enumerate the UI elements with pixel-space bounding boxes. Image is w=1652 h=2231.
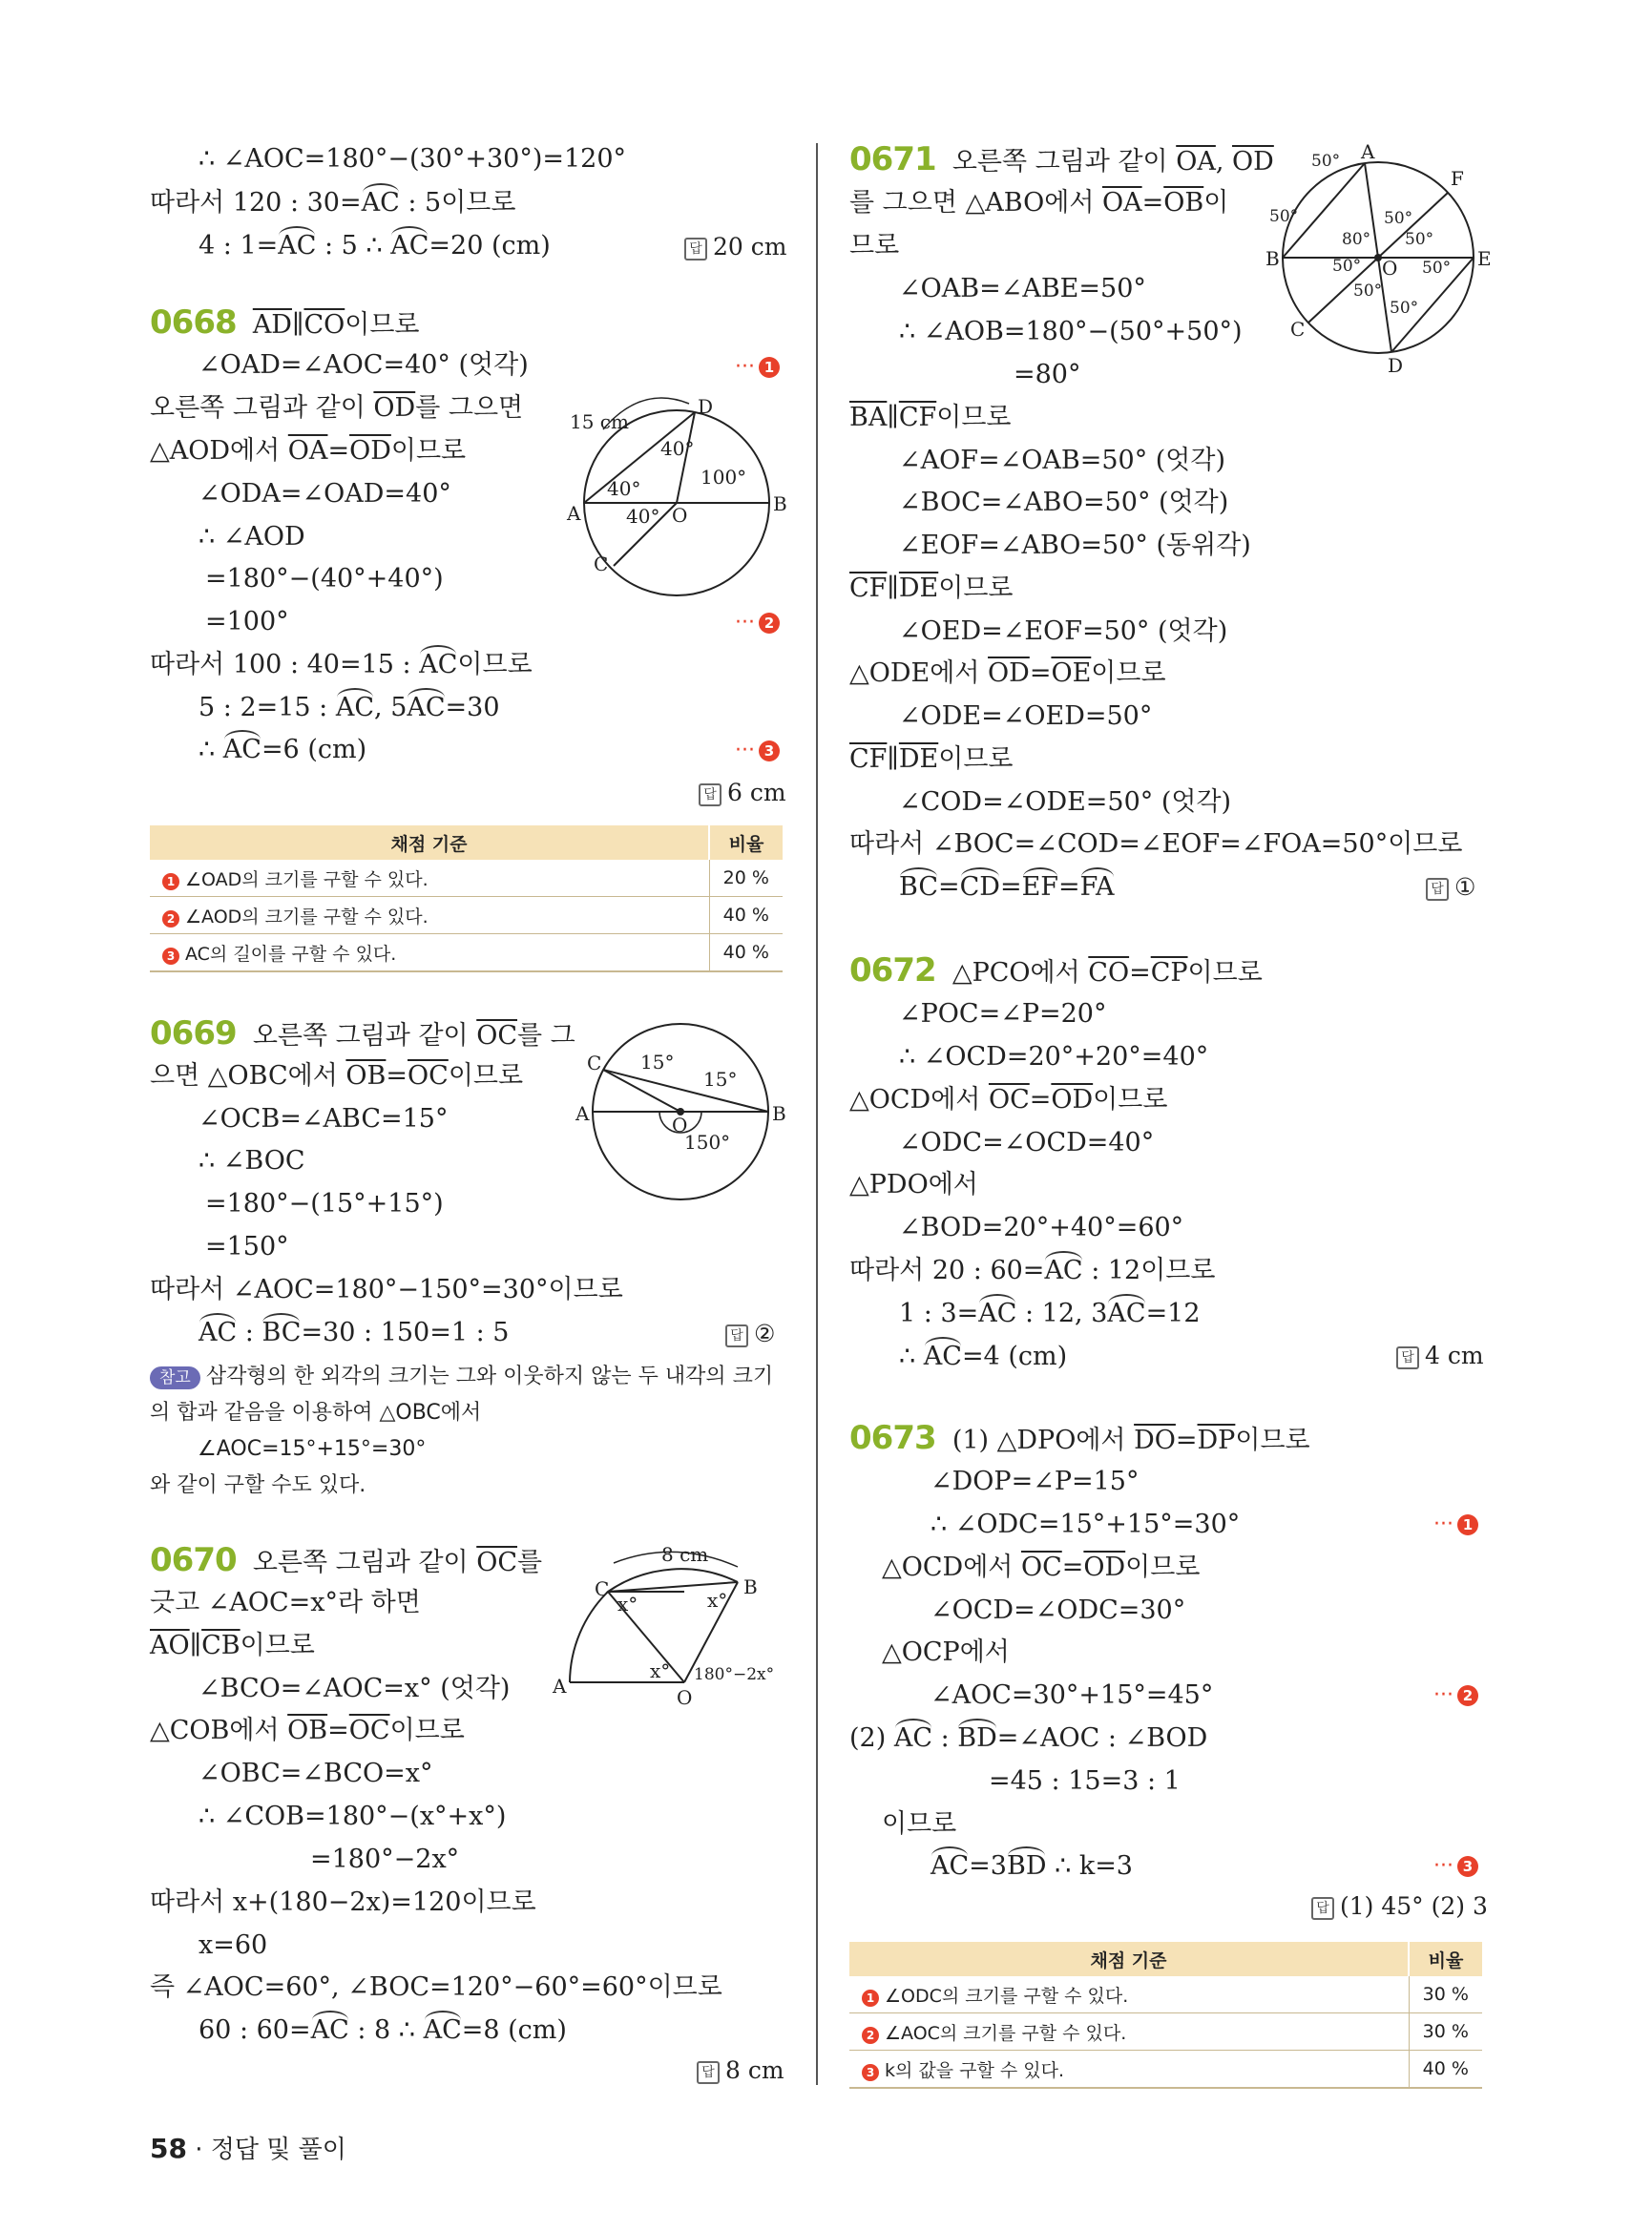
arc-label: BD (1006, 1851, 1047, 1881)
angle-label: x° (707, 1589, 728, 1612)
arc-label: AC (423, 2015, 462, 2045)
arc-label: AC (419, 650, 458, 679)
problem-number: 0670 (150, 1541, 237, 1579)
problem-0671-line-12: ∠OED=∠EOF=50° (엇각) (899, 616, 1228, 646)
problem-0672-line-7: ∠BOD=20°+40°=60° (899, 1213, 1184, 1242)
problem-0668-line-7: =180°−(40°+40°) (205, 564, 444, 594)
answer-icon: 답 (697, 2061, 720, 2084)
angle-label: 50° (1390, 299, 1419, 318)
point-o-label: O (677, 1686, 693, 1709)
angle-label: 50° (1269, 207, 1299, 226)
angle-label: 50° (1353, 281, 1383, 301)
answer-icon: 답 (699, 783, 721, 806)
point-d-label: D (1388, 354, 1404, 377)
problem-0672-line-10: ∴ AC=4 (cm) (899, 1342, 1068, 1371)
step-mark-2: ··· 2 (735, 611, 780, 635)
footer-title: 정답 및 풀이 (210, 2136, 346, 2164)
problem-0671-line-3: 므로 (849, 231, 900, 261)
page-number: 58 (150, 2133, 187, 2164)
problem-0673-line-3: ∴ ∠ODC=15°+15°=30° (931, 1510, 1241, 1539)
problem-0668-line-4: △AOD에서 $\overline{OA}=\overline{OD}$이므로 (150, 436, 467, 466)
column-divider (816, 143, 818, 2085)
arc-label: FA (1079, 872, 1115, 902)
answer-0668: 답 6 cm (699, 779, 786, 806)
point-e-label: E (1477, 247, 1492, 270)
table-row: 3 AC의 길이를 구할 수 있다. 40 % (150, 934, 783, 972)
problem-0672-line-1: 0672 △PCO에서 $\overline{CO}=\overline{CP}$이므로 (849, 951, 1263, 990)
problem-0672-line-5: ∠ODC=∠OCD=40° (899, 1128, 1155, 1157)
answer-cont: 답 20 cm (684, 233, 786, 261)
table-row: 2 ∠AOD의 크기를 구할 수 있다. 40 % (150, 897, 783, 934)
problem-0668-line-1: 0668 $\overline{AD}\parallel\overline{CO}$이므로 (150, 303, 420, 342)
step-mark-3: ··· 3 (1433, 1854, 1478, 1878)
arc-label: CD (959, 872, 1000, 902)
problem-0672-line-9: 1 : 3=AC : 12, 3AC=12 (899, 1299, 1201, 1328)
angle-label: 180°−2x° (694, 1665, 775, 1684)
arc-label: BD (957, 1723, 997, 1753)
point-f-label: F (1451, 167, 1464, 190)
problem-0670-line-12: 60 : 60=AC : 8 ∴ AC=8 (cm) (199, 2015, 567, 2045)
problem-0671-line-16: ∠COD=∠ODE=50° (엇각) (899, 787, 1232, 817)
point-c-label: C (595, 1577, 610, 1600)
answer-icon: 답 (684, 238, 707, 261)
point-a-label: A (567, 502, 581, 525)
step-mark-2: ··· 2 (1433, 1683, 1478, 1707)
problem-0673-line-11: AC=3BD ∴ k=3 (931, 1851, 1133, 1881)
problem-0671-line-17: 따라서 ∠BOC=∠COD=∠EOF=∠FOA=50°이므로 (849, 829, 1463, 859)
figure-0668 (565, 395, 787, 596)
cont-line-1: ∴ ∠AOC=180°−(30°+30°)=120° (199, 144, 627, 174)
problem-0669-line-8: AC : BC=30 : 150=1 : 5 (199, 1318, 510, 1347)
problem-0672-line-2: ∠POC=∠P=20° (899, 999, 1107, 1029)
point-o-label: O (672, 1114, 688, 1136)
answer-icon: 답 (725, 1324, 748, 1347)
point-d-label: D (698, 395, 714, 418)
problem-0672-line-6: △PDO에서 (849, 1170, 978, 1199)
point-b-label: B (772, 1102, 786, 1125)
table-header: 비율 (1409, 1942, 1482, 1976)
point-c-label: C (587, 1052, 602, 1074)
problem-0669-line-3: ∠OCB=∠ABC=15° (199, 1104, 449, 1134)
problem-0670-line-5: △COB에서 $\overline{OB}=\overline{OC}$이므로 (150, 1716, 465, 1745)
answer-0669: 답 ② (725, 1320, 775, 1347)
cont-line-2: 따라서 120 : 30=AC : 5이므로 (150, 188, 516, 218)
problem-0670-line-9: 따라서 x+(180−2x)=120이므로 (150, 1887, 536, 1917)
problem-0670-line-7: ∴ ∠COB=180°−(x°+x°) (199, 1802, 507, 1831)
arc-label: AC (310, 2015, 349, 2045)
point-o-label: O (672, 504, 688, 527)
answer-0672: 답 4 cm (1396, 1342, 1484, 1369)
problem-0671-line-8: ∠AOF=∠OAB=50° (엇각) (899, 446, 1226, 475)
problem-0668-line-6: ∴ ∠AOD (199, 522, 305, 552)
table-header: 비율 (709, 825, 783, 860)
problem-0668-line-8: =100° (205, 607, 289, 636)
angle-label: 80° (1342, 230, 1371, 249)
note-tag: 참고 (150, 1366, 200, 1389)
problem-0671-line-7: $\overline{BA}\parallel\overline{CF}$이므로 (849, 403, 1012, 432)
problem-number: 0671 (849, 140, 936, 178)
arc-label: AC (361, 188, 400, 218)
problem-0671-line-5: ∴ ∠AOB=180°−(50°+50°) (899, 317, 1243, 346)
cont-line-3: 4 : 1=AC : 5 ∴ AC=20 (cm) (199, 231, 551, 261)
arc-label: AC (893, 1723, 932, 1753)
table-header: 채점 기준 (849, 1942, 1409, 1976)
arc-label: AC (1044, 1256, 1083, 1285)
arc-label: AC (222, 735, 261, 764)
problem-0668-line-11: ∴ AC=6 (cm) (199, 735, 367, 764)
problem-0670-line-6: ∠OBC=∠BCO=x° (199, 1759, 433, 1788)
angle-label: 50° (1332, 257, 1362, 276)
problem-0671-line-1: 0671 오른쪽 그림과 같이 $\overline{OA}$, $\overline{OD}$ (849, 140, 1274, 178)
figure-0671 (1262, 140, 1495, 377)
problem-0673-line-7: ∠AOC=30°+15°=45° (931, 1680, 1214, 1710)
problem-0668-line-10: 5 : 2=15 : AC, 5AC=30 (199, 693, 500, 722)
point-o-label: O (1382, 257, 1398, 280)
problem-0673-line-4: △OCD에서 $\overline{OC}=\overline{OD}$이므로 (882, 1553, 1201, 1582)
arc-label: AC (931, 1851, 970, 1881)
center-point (1374, 254, 1382, 261)
problem-0668-line-2: ∠OAD=∠AOC=40° (엇각) (199, 350, 529, 380)
point-a-label: A (575, 1102, 590, 1125)
problem-0671-line-6: =80° (1014, 360, 1081, 389)
problem-0671-line-10: ∠EOF=∠ABO=50° (동위각) (899, 531, 1251, 560)
angle-label: x° (617, 1593, 638, 1616)
problem-0669-line-2: 으면 △OBC에서 $\overline{OB}=\overline{OC}$이므로 (150, 1061, 524, 1091)
length-label: 15 cm (570, 410, 629, 433)
problem-0673-line-1: 0673 (1) △DPO에서 $\overline{DO}=\overline{DP}$이므로 (849, 1419, 1310, 1457)
angle-label: 50° (1405, 230, 1434, 249)
problem-0669-line-7: 따라서 ∠AOC=180°−150°=30°이므로 (150, 1275, 623, 1304)
problem-0670-line-2: 긋고 ∠AOC=x°라 하면 (150, 1588, 421, 1617)
arc-label: AC (978, 1299, 1017, 1328)
angle-label: 100° (701, 466, 747, 489)
step-mark-3: ··· 3 (735, 739, 780, 762)
arc-label: BC (899, 872, 939, 902)
angle-label: x° (650, 1659, 671, 1682)
arc-label: BC (261, 1318, 302, 1347)
problem-number: 0668 (150, 303, 237, 342)
arc-label: AC (278, 231, 317, 261)
problem-number: 0669 (150, 1014, 237, 1053)
arc-label: AC (335, 693, 375, 722)
page-footer: 58 · 정답 및 풀이 (150, 2133, 346, 2164)
problem-0670-line-11: 즉 ∠AOC=60°, ∠BOC=120°−60°=60°이므로 (150, 1972, 722, 2002)
answer-icon: 답 (1311, 1897, 1334, 1920)
problem-0671-line-9: ∠BOC=∠ABO=50° (엇각) (899, 488, 1229, 517)
problem-number: 0673 (849, 1419, 936, 1457)
angle-label: 150° (684, 1131, 731, 1154)
problem-0669-line-6: =150° (205, 1232, 289, 1261)
problem-0673-line-2: ∠DOP=∠P=15° (931, 1467, 1140, 1496)
problem-0669-line-5: =180°−(15°+15°) (205, 1189, 444, 1219)
problem-0671-line-14: ∠ODE=∠OED=50° (899, 701, 1153, 731)
arc-label: AC (1107, 1299, 1146, 1328)
arc-label: AC (407, 693, 446, 722)
problem-0669-line-1: 0669 오른쪽 그림과 같이 $\overline{OC}$를 그 (150, 1014, 575, 1053)
chord-cb (603, 1070, 768, 1112)
problem-0669-line-4: ∴ ∠BOC (199, 1146, 305, 1176)
step-mark-1: ··· 1 (735, 355, 780, 379)
angle-label: 40° (626, 505, 660, 528)
point-c-label: C (594, 553, 609, 575)
point-a-label: A (553, 1675, 567, 1698)
problem-0670-line-4: ∠BCO=∠AOC=x° (엇각) (199, 1674, 511, 1703)
arc-label: AC (923, 1342, 962, 1371)
figure-0669 (575, 1019, 790, 1210)
angle-label: 50° (1384, 209, 1413, 228)
point-a-label: A (1361, 140, 1375, 163)
problem-0671-line-4: ∠OAB=∠ABE=50° (899, 274, 1146, 303)
point-c-label: C (1290, 318, 1306, 341)
problem-0673-line-5: ∠OCD=∠ODC=30° (931, 1595, 1186, 1625)
problem-0670-line-8: =180°−2x° (310, 1845, 460, 1874)
problem-0668-line-3: 오른쪽 그림과 같이 $\overline{OD}$를 그으면 (150, 393, 524, 423)
table-row: 1 ∠OAD의 크기를 구할 수 있다. 20 % (150, 860, 783, 897)
reference-note: 참고 삼각형의 한 외각의 크기는 그와 이웃하지 않는 두 내각의 크기 의 합과 같음을 이용하여 △OBC에서 ∠AOC=15°+15°=30° 와 같이 구할 수도 있다. (150, 1365, 774, 1497)
angle-label: 15° (703, 1068, 738, 1091)
answer-0670: 답 8 cm (697, 2056, 784, 2084)
problem-0672-line-4: △OCD에서 $\overline{OC}=\overline{OD}$이므로 (849, 1085, 1168, 1115)
point-b-label: B (743, 1575, 758, 1598)
problem-0673-line-10: 이므로 (882, 1809, 957, 1839)
segment-oc (603, 1070, 680, 1112)
answer-icon: 답 (1396, 1346, 1419, 1369)
angle-label: 15° (640, 1051, 675, 1074)
problem-0668-line-9: 따라서 100 : 40=15 : AC이므로 (150, 650, 533, 679)
problem-0673-line-8: (2) AC : BD=∠AOC : ∠BOD (849, 1723, 1208, 1753)
arc-label: EF (1021, 872, 1059, 902)
problem-0672-line-3: ∴ ∠OCD=20°+20°=40° (899, 1042, 1209, 1072)
table-header: 채점 기준 (150, 825, 709, 860)
answer-0673: 답 (1) 45° (2) 3 (1311, 1892, 1488, 1920)
problem-0671-line-13: △ODE에서 $\overline{OD}=\overline{OE}$이므로 (849, 658, 1166, 688)
table-row: 3 k의 값을 구할 수 있다. 40 % (849, 2051, 1482, 2089)
point-b-label: B (1265, 247, 1280, 270)
answer-icon: 답 (1426, 878, 1449, 901)
angle-label: 40° (660, 437, 695, 460)
answer-0671: 답 ① (1426, 873, 1475, 901)
problem-0670-line-3: $\overline{AO}\parallel\overline{CB}$이므로 (150, 1631, 315, 1660)
problem-0673-line-6: △OCP에서 (882, 1637, 1010, 1667)
problem-0671-line-15: $\overline{CF}\parallel\overline{DE}$이므로 (849, 744, 1014, 774)
arc-label: AC (199, 1318, 238, 1347)
problem-0671-line-11: $\overline{CF}\parallel\overline{DE}$이므로 (849, 573, 1014, 603)
grading-table-0668 (150, 825, 783, 972)
point-b-label: B (773, 492, 787, 515)
problem-0671-line-18: BC=CD=EF=FA (899, 872, 1115, 902)
problem-number: 0672 (849, 951, 936, 990)
arc-label: AC (390, 231, 429, 261)
table-row: 2 ∠AOC의 크기를 구할 수 있다. 30 % (849, 2013, 1482, 2051)
problem-0673-line-9: =45 : 15=3 : 1 (989, 1766, 1181, 1796)
angle-label: 40° (607, 477, 641, 500)
problem-0668-line-5: ∠ODA=∠OAD=40° (199, 479, 451, 509)
step-mark-1: ··· 1 (1433, 1512, 1478, 1536)
table-row: 1 ∠ODC의 크기를 구할 수 있다. 30 % (849, 1976, 1482, 2013)
angle-label: 50° (1422, 259, 1452, 278)
problem-0670-line-10: x=60 (199, 1930, 268, 1960)
figure-0670 (551, 1544, 794, 1716)
length-label: 8 cm (661, 1543, 709, 1566)
problem-0670-line-1: 0670 오른쪽 그림과 같이 $\overline{OC}$를 (150, 1541, 543, 1579)
problem-0671-line-2: 를 그으면 △ABO에서 $\overline{OA}=\overline{OB}$이 (849, 188, 1229, 218)
angle-label: 50° (1311, 152, 1341, 171)
grading-table-0673 (849, 1942, 1482, 2089)
problem-0672-line-8: 따라서 20 : 60=AC : 12이므로 (849, 1256, 1216, 1285)
